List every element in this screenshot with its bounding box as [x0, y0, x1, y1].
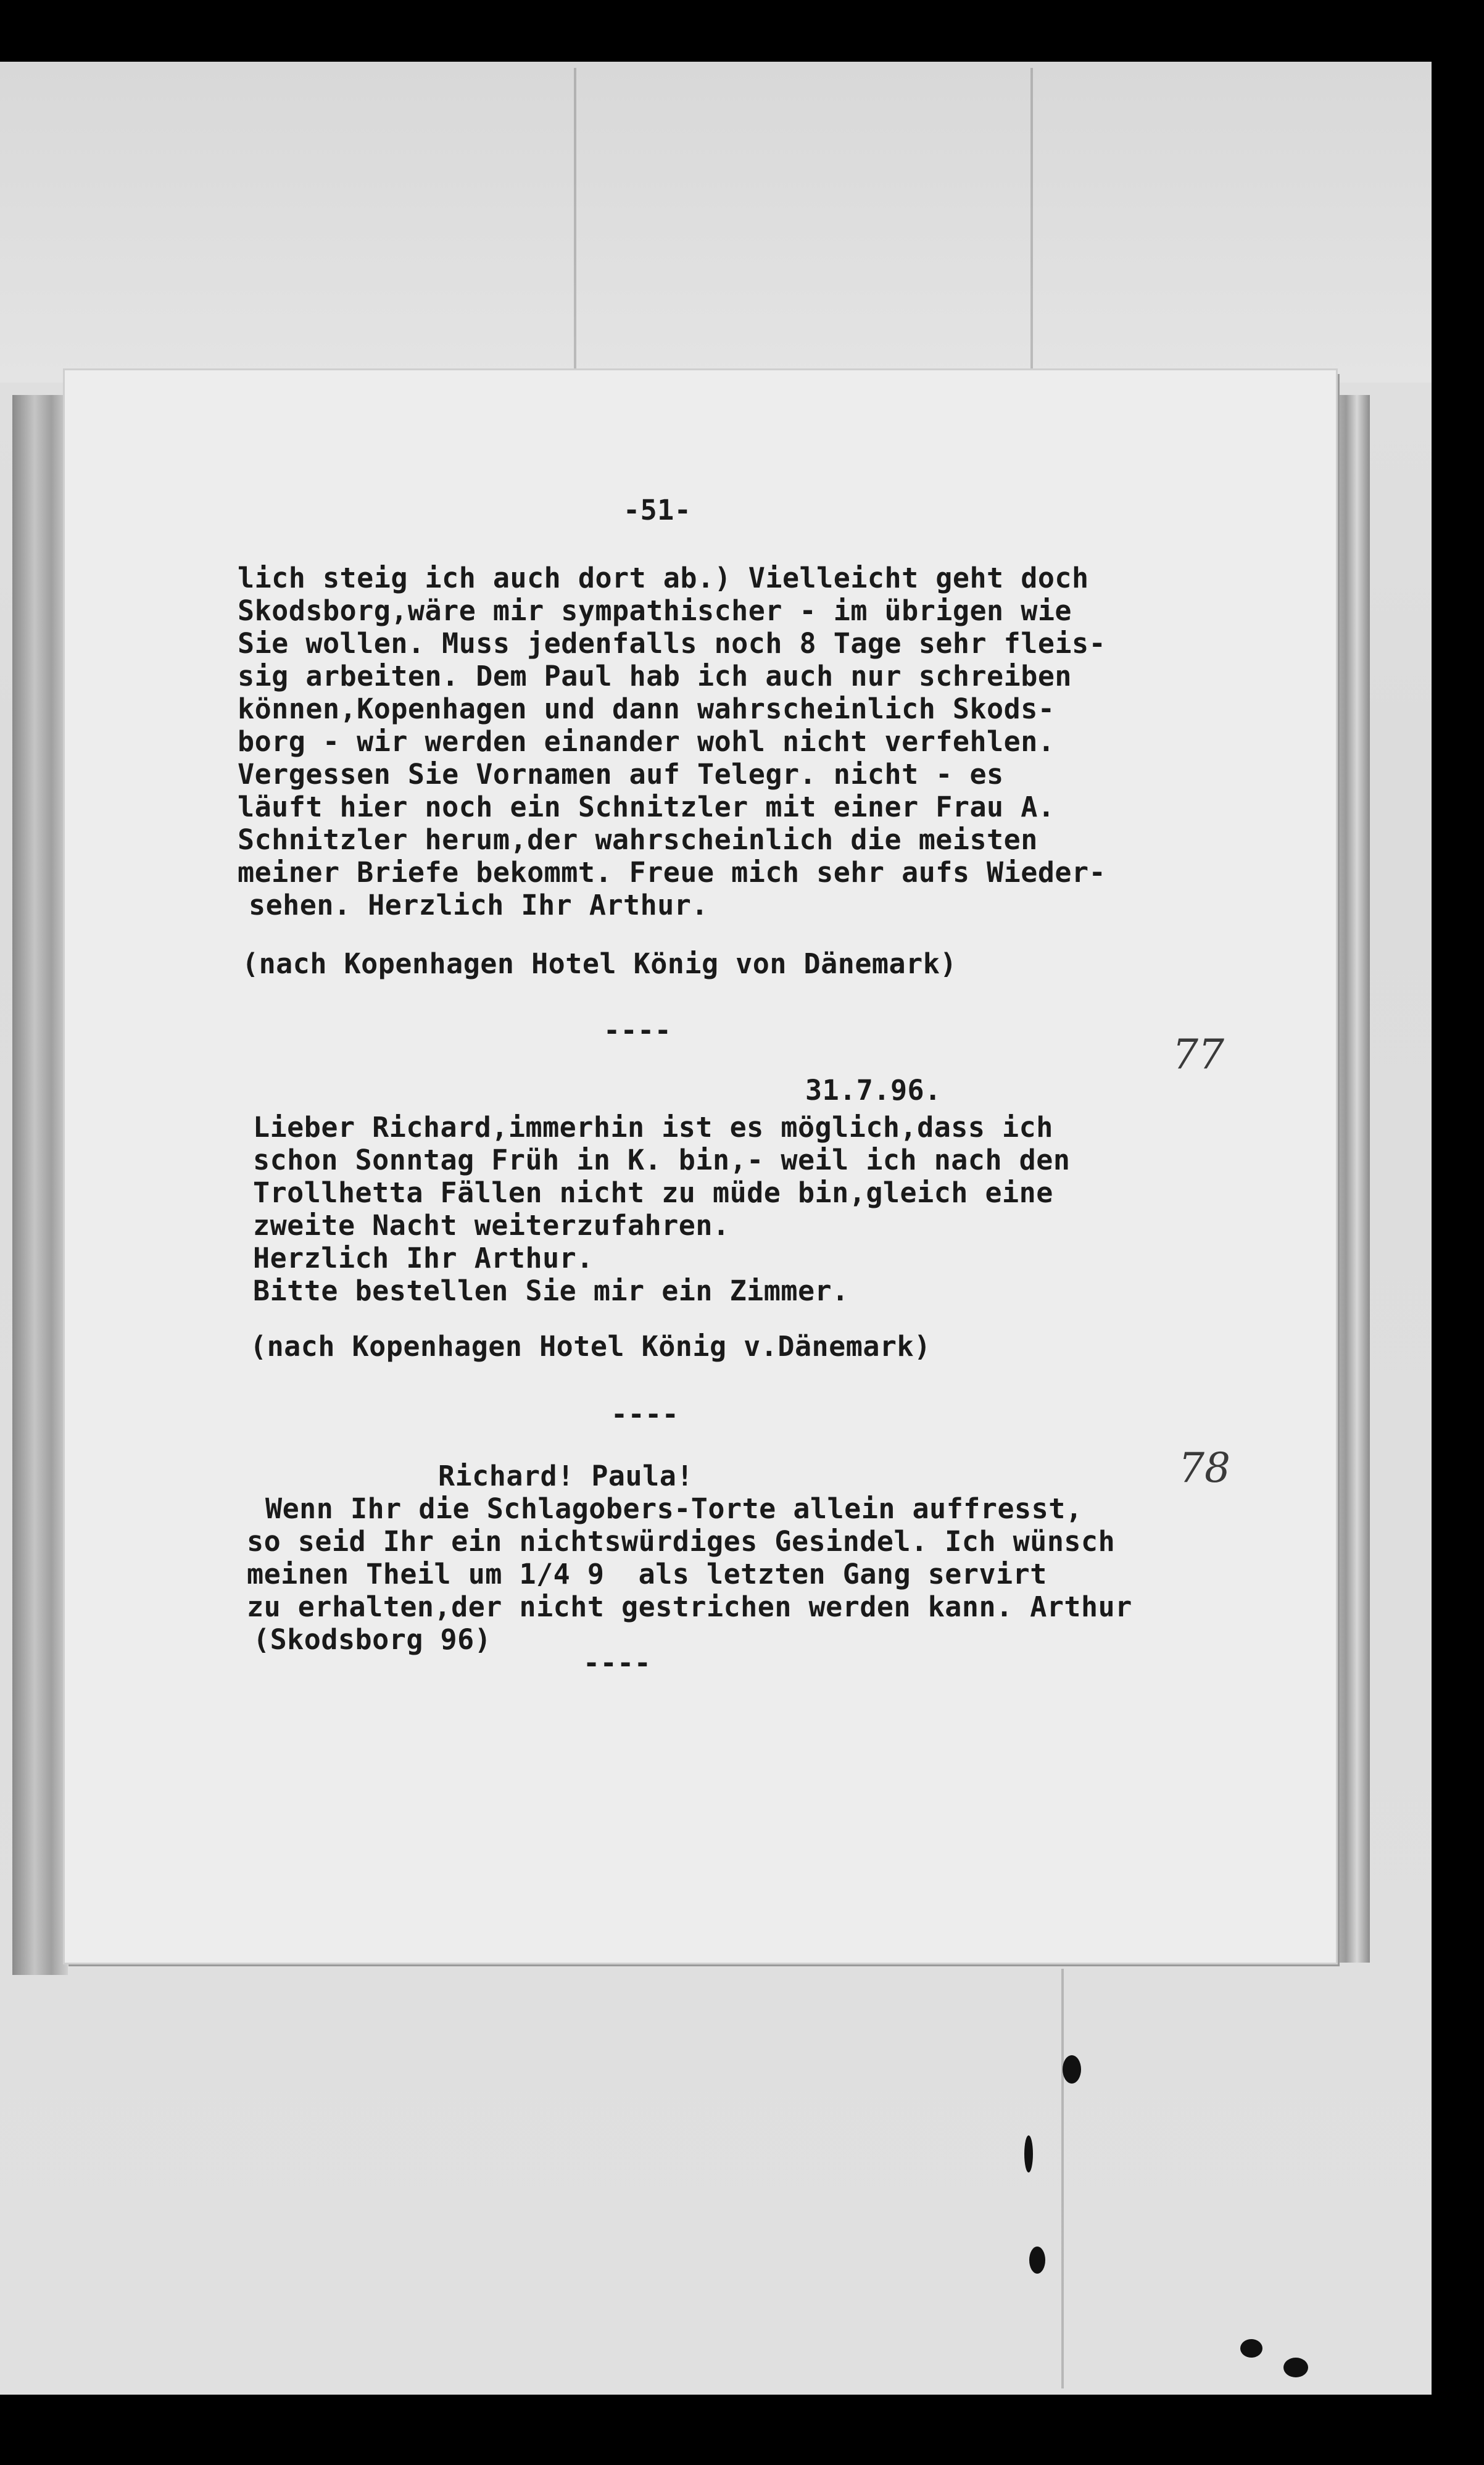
letter-1-line: sehen. Herzlich Ihr Arthur.: [249, 889, 708, 921]
separator: ----: [611, 1398, 679, 1431]
letter-3-line: zu erhalten,der nicht gestrichen werden kann. Arthur: [247, 1590, 1132, 1623]
letter-2-line: schon Sonntag Früh in K. bin,- weil ich nach den: [253, 1144, 1071, 1176]
separator: ----: [603, 1014, 672, 1047]
letter-3-greeting: Richard! Paula!: [438, 1460, 694, 1492]
letter-1-line: Vergessen Sie Vornamen auf Telegr. nicht - es: [238, 758, 1004, 791]
letter-2-line: Bitte bestellen Sie mir ein Zimmer.: [253, 1274, 849, 1307]
letter-3-line: so seid Ihr ein nichtswürdiges Gesindel. Ich wünsch: [247, 1525, 1116, 1558]
letter-1-line: Skodsborg,wäre mir sympathischer - im übrigen wie: [238, 594, 1072, 627]
letter-1-line: meiner Briefe bekommt. Freue mich sehr aufs Wieder-: [238, 856, 1106, 889]
letter-1-line: Sie wollen. Muss jedenfalls noch 8 Tage sehr fleis-: [238, 627, 1106, 660]
letter-1-line: sig arbeiten. Dem Paul hab ich auch nur schreiben: [238, 660, 1072, 692]
ink-blot: [1283, 2358, 1308, 2377]
letter-3: [247, 1492, 1132, 1656]
letter-2-address: (nach Kopenhagen Hotel König v.Dänemark): [250, 1330, 931, 1363]
letter-2: [253, 1111, 1070, 1307]
letter-1: [238, 562, 1106, 921]
letter-1-address: (nach Kopenhagen Hotel König von Dänemark): [242, 947, 957, 980]
letter-2-line: zweite Nacht weiterzufahren.: [253, 1209, 730, 1242]
fold-line: [1030, 68, 1033, 376]
letter-1-line: lich steig ich auch dort ab.) Vielleicht geht doch: [238, 562, 1089, 594]
handwritten-note-78: 78: [1179, 1444, 1230, 1492]
letter-1-line: Schnitzler herum,der wahrscheinlich die meisten: [238, 823, 1038, 856]
letter-1-line: borg - wir werden einander wohl nicht verfehlen.: [238, 725, 1055, 758]
letter-3-line: Wenn Ihr die Schlagobers-Torte allein auffresst,: [265, 1492, 1083, 1525]
letter-3-line: (Skodsborg 96): [253, 1623, 492, 1656]
ink-blot: [1029, 2247, 1045, 2274]
handwritten-note-77: 77: [1172, 1031, 1224, 1078]
ink-blot: [1024, 2135, 1033, 2172]
letter-3-line: meinen Theil um 1/4 9 als letzten Gang servirt: [247, 1558, 1047, 1590]
letter-1-line: läuft hier noch ein Schnitzler mit einer Frau A.: [238, 791, 1055, 823]
letter-2-line: Lieber Richard,immerhin ist es möglich,dass ich: [253, 1111, 1053, 1144]
page-number: -51-: [623, 494, 692, 526]
ink-blot: [1063, 2055, 1081, 2084]
separator: ----: [583, 1647, 652, 1679]
fold-line: [574, 68, 576, 376]
page-stack-left: [12, 395, 68, 1975]
back-sheet-top: [0, 62, 1432, 383]
letter-1-line: können,Kopenhagen und dann wahrscheinlich Skods-: [238, 692, 1055, 725]
letter-2-line: Trollhetta Fällen nicht zu müde bin,gleich eine: [253, 1176, 1053, 1209]
letter-2-line: Herzlich Ihr Arthur.: [253, 1242, 594, 1274]
fold-line: [1061, 1969, 1064, 2388]
letter-2-date: 31.7.96.: [805, 1074, 942, 1107]
ink-blot: [1240, 2339, 1262, 2358]
